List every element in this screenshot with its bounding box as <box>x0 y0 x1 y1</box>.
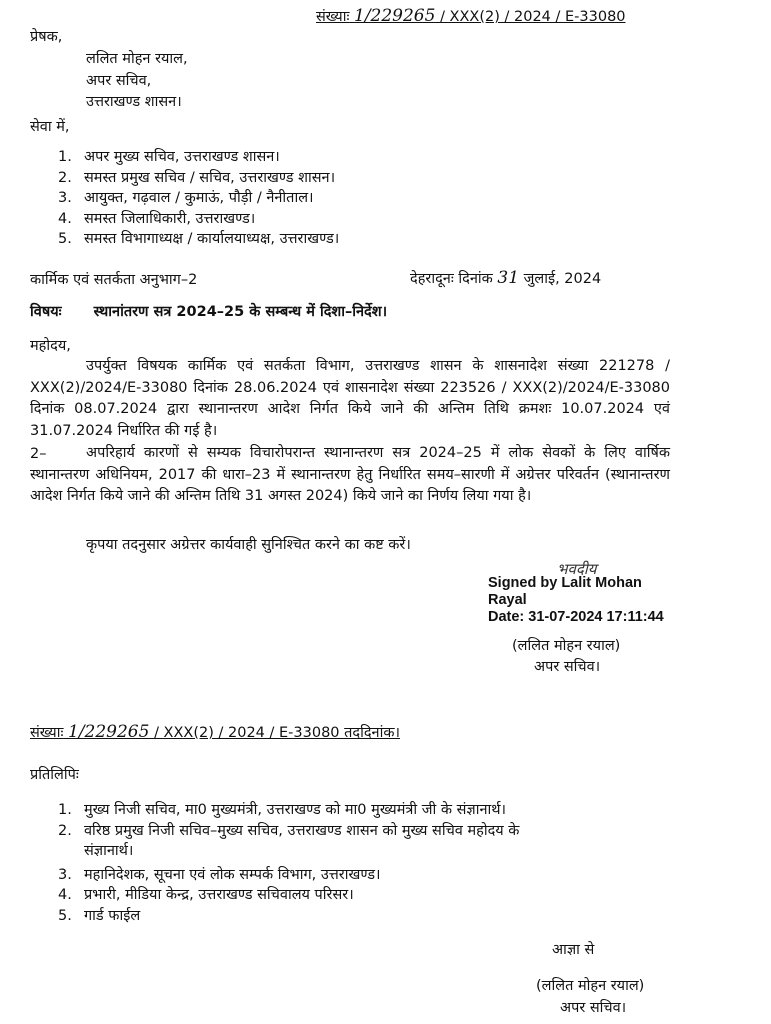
list-item: 4. प्रभारी, मीडिया केन्द्र, उत्तराखण्ड सचिवालय परिसर। <box>58 887 354 903</box>
subject-line <box>30 302 387 322</box>
list-item: 1. अपर मुख्य सचिव, उत्तराखण्ड शासन। <box>58 149 280 165</box>
digital-signature-line3: Date: 31-07-2024 17:11:44 <box>488 609 664 625</box>
ref-suffix: / XXX(2) / 2024 / E-33080 <box>440 9 626 25</box>
sender-designation: अपर सचिव, <box>86 73 152 89</box>
list-item: 4. समस्त जिलाधिकारी, उत्तराखण्ड। <box>58 210 256 227</box>
digital-signature-line1: Signed by Lalit Mohan <box>488 575 642 591</box>
digital-signature-line2: Rayal <box>488 592 527 608</box>
department-line: कार्मिक एवं सतर्कता अनुभाग–2 <box>30 272 198 288</box>
copy-ref-number: संख्याः 1/229265 / XXX(2) / 2024 / E-33080 तददिनांक। <box>30 722 400 742</box>
signature-scribble: भवदीय <box>557 560 597 578</box>
subject-label: विषयः <box>30 304 62 320</box>
signatory-name: (ललित मोहन रयाल) <box>512 638 621 654</box>
salutation: महोदय, <box>30 338 71 354</box>
paragraph-3: कृपया तदनुसार अग्रेत्तर कार्यवाही सुनिश्चित करने का कष्ट करें। <box>86 537 411 553</box>
list-item: 2. समस्त प्रमुख सचिव / सचिव, उत्तराखण्ड शासन। <box>58 169 336 186</box>
ref-label: संख्याः <box>316 9 350 25</box>
sender-label: प्रेषक, <box>30 29 63 45</box>
subject-text: स्थानांतरण सत्र 2024–25 के सम्बन्ध में दिशा–निर्देश। <box>93 304 388 320</box>
place-date: देहरादूनः दिनांक 31 जुलाई, 2024 <box>410 268 602 288</box>
list-item: 3. आयुक्त, गढ़वाल / कुमाऊं, पौड़ी / नैनीताल। <box>58 190 314 206</box>
recipients-label: सेवा में, <box>30 119 70 135</box>
paragraph-2-number: 2– <box>30 446 47 462</box>
list-item: 5. समस्त विभागाध्यक्ष / कार्यालयाध्यक्ष, उत्तराखण्ड। <box>58 231 340 247</box>
list-item: 2. वरिष्ठ प्रमुख निजी सचिव–मुख्य सचिव, उत्तराखण्ड शासन को मुख्य सचिव महोदय के <box>58 822 520 839</box>
copy-label: प्रतिलिपिः <box>30 767 79 783</box>
list-item: 3. महानिदेशक, सूचना एवं लोक सम्पर्क विभाग, उत्तराखण्ड। <box>58 866 381 883</box>
list-item: 5. गार्ड फाईल <box>58 907 141 924</box>
paragraph-2: अपरिहार्य कारणों से सम्यक विचारोपरान्त स्थानान्तरण सत्र 2024–25 में लोक सेवकों के लिए वार्षिक स्थानान्तरण अधिनियम, 2017 की धारा–23 में स्थानान्तरण हेतु निर्धारित समय–सारणी में अग्रेत्तर परिवर्तन (स्थानान्तरण आदेश निर्गत किये जाने की अन्तिम तिथि 31 अगस्त 2024) किये जाने का निर्णय लिया गया है। <box>30 445 670 504</box>
sender-office: उत्तराखण्ड शासन। <box>86 94 182 110</box>
sender-name: ललित मोहन रयाल, <box>86 51 188 67</box>
ref-handwritten: 1/229265 <box>354 6 436 26</box>
copy-ref-handwritten: 1/229265 <box>68 722 150 742</box>
by-order: आज्ञा से <box>552 942 595 958</box>
date-handwritten: 31 <box>497 268 520 288</box>
list-item: 1. मुख्य निजी सचिव, मा0 मुख्यमंत्री, उत्तराखण्ड को मा0 मुख्यमंत्री जी के संज्ञानार्थ। <box>58 802 507 818</box>
signatory-designation: अपर सचिव। <box>534 659 601 675</box>
recipient-list <box>58 147 339 250</box>
paragraph-1: उपर्युक्त विषयक कार्मिक एवं सतर्कता विभाग, उत्तराखण्ड शासन के शासनादेश संख्या 221278 / XXX(2)/2024/E-33080 दिनांक 28.06.2024 एवं शासनादेश संख्या 223526 / XXX(2)/2024/E-33080 दिनांक 08.07.2024 द्वारा स्थानान्तरण आदेश निर्गत किये जाने की अन्तिम तिथि क्रमशः 10.07.2024 एवं 31.07.2024 निर्धारित की गई है। <box>30 358 670 439</box>
closing-name: (ललित मोहन रयाल) <box>536 978 645 994</box>
copy-list <box>58 800 519 926</box>
list-item: संज्ञानार्थ। <box>84 843 134 859</box>
ref-number <box>316 6 626 27</box>
closing-designation: अपर सचिव। <box>560 1000 627 1016</box>
